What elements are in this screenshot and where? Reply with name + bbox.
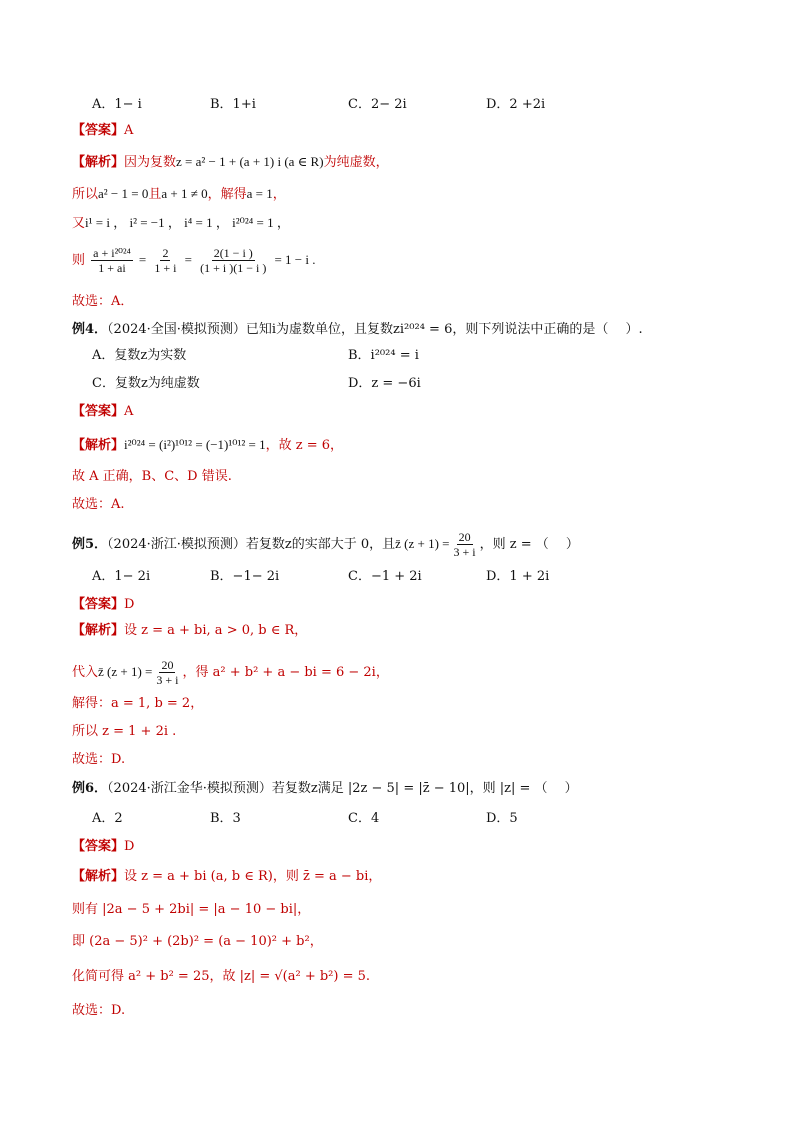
q6-option-b: B．3	[210, 811, 241, 826]
text: 因为复数	[124, 155, 177, 170]
text: 所以	[72, 187, 99, 202]
denominator: 3 + i	[453, 545, 476, 559]
fraction	[154, 658, 180, 687]
q6-option-a: A．2	[92, 811, 123, 826]
math: i¹ = i ， i² = −1 ， i⁴ = 1 ， i²⁰²⁴ = 1 ，	[85, 215, 290, 230]
example-label: 例6．	[72, 781, 108, 796]
text: 为纯虚数，	[323, 155, 389, 170]
math: a = 1	[246, 186, 273, 201]
q3-option-c: C．2− 2i	[348, 97, 407, 112]
q3-option-d: D．2 +2i	[486, 97, 546, 112]
q5-analysis-line-1	[72, 622, 307, 640]
q4-option-b: B．i²⁰²⁴ = i	[348, 348, 419, 363]
text: ，	[272, 187, 286, 202]
text: 则	[72, 253, 86, 268]
numerator: 2(1 − i )	[213, 246, 253, 260]
q6-option-c: C．4	[348, 811, 380, 826]
analysis-tag: 【解析】	[72, 155, 125, 170]
example-label: 例5．	[72, 537, 108, 552]
q3-analysis-line-1	[72, 153, 389, 172]
math: = 1 − i .	[274, 252, 316, 267]
q6-answer	[72, 838, 134, 856]
q6-analysis-line-1	[72, 868, 381, 886]
math: i²⁰²⁴ = (i²)¹⁰¹² = (−1)¹⁰¹² = 1	[124, 437, 266, 452]
q6-conclusion: 故选：D.	[72, 1003, 126, 1018]
q5-conclusion: 故选：D.	[72, 752, 126, 767]
analysis-tag: 【解析】	[72, 869, 125, 884]
numerator: a + i²⁰²⁴	[93, 246, 131, 260]
analysis-tag: 【解析】	[72, 438, 125, 453]
q3-answer	[72, 122, 133, 140]
question-text: ，则 z = （ ）	[479, 537, 579, 552]
q5-analysis-line-3: 解得：a = 1, b = 2，	[72, 696, 204, 711]
q4-conclusion: 故选：A.	[72, 497, 125, 512]
fraction	[91, 246, 133, 275]
fraction	[452, 530, 478, 559]
q3-conclusion: 故选：A．	[72, 294, 134, 309]
q3-option-b: B．1+i	[210, 97, 256, 112]
denominator: 3 + i	[156, 673, 179, 687]
text: 又	[72, 216, 86, 231]
text: ，得 a² + b² + a − bi = 6 − 2i，	[182, 665, 389, 680]
math: z̄ (z + 1) =	[98, 664, 153, 679]
question-text: （2024·浙江金华·模拟预测）若复数z满足 |2z − 5| = |z̄ − 10|，则 |z| = （ ）	[107, 781, 578, 796]
text: 且	[148, 187, 162, 202]
q6-analysis-line-3: 即 (2a − 5)² + (2b)² = (a − 10)² + b²，	[72, 934, 323, 949]
answer-value: D	[124, 839, 135, 854]
q6-stem	[72, 780, 578, 798]
q4-analysis-line-2: 故 A 正确，B、C、D 错误.	[72, 469, 232, 484]
analysis-tag: 【解析】	[72, 623, 125, 638]
q4-answer	[72, 403, 133, 421]
math: a² − 1 = 0	[98, 186, 149, 201]
denominator: 1 + i	[154, 261, 177, 275]
numerator: 20	[458, 530, 471, 544]
q5-option-d: D．1 + 2i	[486, 569, 550, 584]
q4-stem	[72, 321, 643, 339]
numerator: 2	[162, 246, 169, 260]
q6-analysis-line-4: 化简可得 a² + b² = 25，故 |z| = √(a² + b²) = 5.	[72, 969, 371, 984]
q4-analysis-line-1	[72, 436, 343, 455]
answer-tag: 【答案】	[72, 404, 125, 419]
q5-stem	[72, 530, 579, 559]
math: a + 1 ≠ 0	[161, 186, 208, 201]
q5-analysis-line-4: 所以 z = 1 + 2i .	[72, 724, 177, 739]
example-label: 例4．	[72, 322, 108, 337]
q3-analysis-line-2	[72, 185, 286, 204]
numerator: 20	[161, 658, 174, 672]
math: =	[138, 252, 147, 267]
answer-value: D	[124, 597, 135, 612]
q5-answer	[72, 596, 134, 614]
answer-tag: 【答案】	[72, 597, 125, 612]
denominator: (1 + i )(1 − i )	[200, 261, 267, 275]
denominator: 1 + ai	[98, 261, 126, 275]
q6-option-d: D．5	[486, 811, 518, 826]
text: ，解得	[207, 187, 247, 202]
text: 设 z = a + bi (a, b ∈ R)，则 z̄ = a − bi，	[124, 869, 382, 884]
answer-value: A	[124, 123, 134, 138]
question-text: （2024·全国·模拟预测）已知i为虚数单位，且复数zi²⁰²⁴ = 6，则下列说法中正确的是（ ）.	[107, 322, 643, 337]
fraction	[152, 246, 178, 275]
math: z = a² − 1 + (a + 1) i (a ∈ R)	[176, 154, 324, 169]
question-text: （2024·浙江·模拟预测）若复数z的实部大于 0，且	[107, 537, 396, 552]
answer-tag: 【答案】	[72, 839, 125, 854]
answer-value: A	[124, 404, 134, 419]
q5-option-a: A．1− 2i	[92, 569, 151, 584]
q3-option-a: A．1− i	[92, 97, 142, 112]
fraction	[198, 246, 268, 275]
q6-analysis-line-2: 则有 |2a − 5 + 2bi| = |a − 10 − bi|，	[72, 902, 311, 917]
math: z̄ (z + 1) =	[395, 536, 450, 551]
text: ，故 z = 6，	[265, 438, 344, 453]
q3-analysis-line-3	[72, 214, 290, 233]
text: 设 z = a + bi, a > 0, b ∈ R，	[124, 623, 308, 638]
q4-option-d: D．z = −6i	[348, 376, 421, 391]
q5-analysis-line-2	[72, 658, 389, 687]
q5-option-c: C．−1 + 2i	[348, 569, 422, 584]
q5-option-b: B．−1− 2i	[210, 569, 280, 584]
math: =	[184, 252, 192, 267]
text: 代入	[72, 665, 99, 680]
q3-analysis-line-4	[72, 246, 316, 275]
q4-option-c: C．复数z为纯虚数	[92, 376, 200, 391]
q4-option-a: A．复数z为实数	[92, 348, 187, 363]
answer-tag: 【答案】	[72, 123, 125, 138]
